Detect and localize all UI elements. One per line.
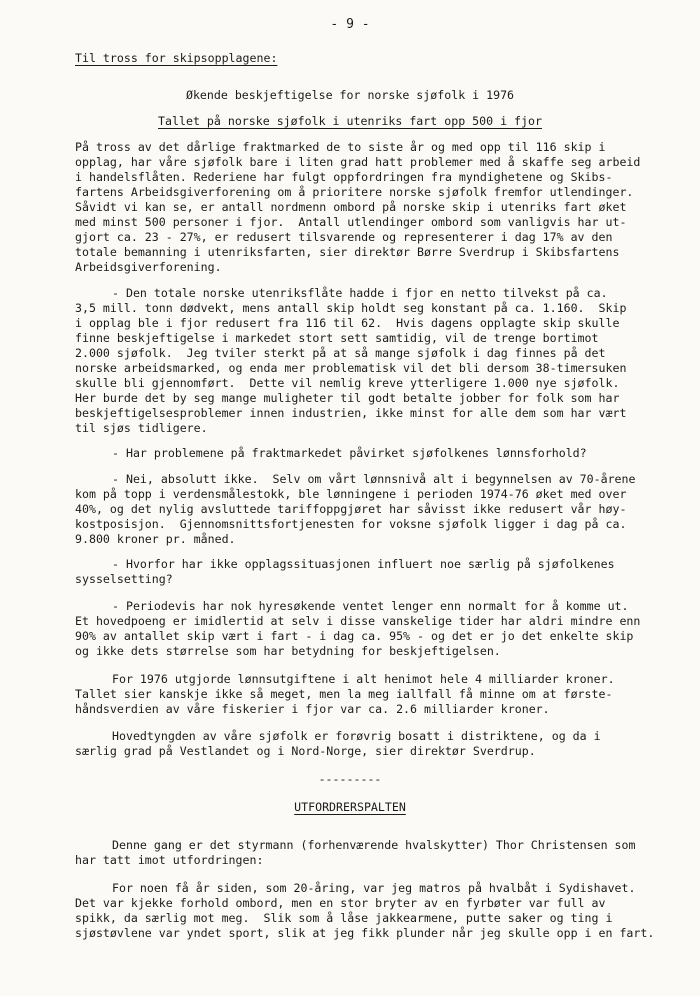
paragraph-line: til sjøs tidligere. [75, 421, 208, 435]
paragraph-line: Arbeidsgiverforening. [75, 260, 222, 274]
paragraph-line: - Nei, absolutt ikke. Selv om vårt lønnsnivå alt i begynnelsen av 70-årene [112, 472, 636, 486]
paragraph-line: 40%, og det nylig avsluttede tariffoppgjøret har såvisst ikke redusert vår høy- [75, 502, 627, 516]
paragraph-line: kostposisjon. Gjennomsnittsfortjenesten for voksne sjøfolk ligger i dag på ca. [75, 517, 627, 531]
interview-question: - Har problemene på fraktmarkedet påvirket sjøfolkenes lønnsforhold? [112, 446, 587, 460]
interview-question: - Hvorfor har ikke opplagssituasjonen influert noe særlig på sjøfolkenes [112, 557, 615, 571]
paragraph-line: totale bemanning i utenriksfarten, sier direktør Børre Sverdrup i Skibsfartens [75, 245, 620, 259]
paragraph-line: På tross av det dårlige fraktmarked de to siste år og med opp til 116 skip i [75, 140, 606, 154]
article-subtitle: Tallet på norske sjøfolk i utenriks fart opp 500 i fjor [158, 114, 542, 128]
paragraph-line: 2.000 sjøfolk. Jeg tviler sterkt på at så mange sjøfolk i dag finnes på det [75, 346, 606, 360]
paragraph-line: Et hovedpoeng er imidlertid at selv i disse vanskelige tider har aldri mindre enn [75, 614, 641, 628]
paragraph-line: med minst 500 personer i fjor. Antall utlendinger ombord som vanligvis har ut- [75, 215, 627, 229]
paragraph-line: Denne gang er det styrmann (forhenværende hvalskytter) Thor Christensen som [112, 838, 636, 852]
paragraph-line: gjort ca. 23 - 27%, er redusert tilsvarende og representerer i dag 17% av den [75, 230, 613, 244]
paragraph-line: 3,5 mill. tonn dødvekt, mens antall skip holdt seg konstant på ca. 1.160. Skip [75, 301, 627, 315]
article-title: Økende beskjeftigelse for norske sjøfolk i 1976 [185, 88, 515, 102]
paragraph-line: sjøstøvlene var yndet sport, slik at jeg fikk plunder når jeg skulle opp i en fart. [75, 926, 655, 940]
paragraph-line: 9.800 kroner pr. måned. [75, 532, 236, 546]
paragraph-line: Hovedtyngden av våre sjøfolk er forøvrig bosatt i distriktene, og da i [112, 729, 601, 743]
paragraph-line: - Periodevis har nok hyresøkende ventet lenger enn normalt for å komme ut. [112, 599, 629, 613]
paragraph-line: - Den totale norske utenriksflåte hadde i fjor en netto tilvekst på ca. [112, 286, 608, 300]
paragraph-line: og ikke dets størrelse som har betydning for beskjeftigelsen. [75, 644, 501, 658]
paragraph-line: håndsverdien av våre fiskerier i fjor var ca. 2.6 milliarder kroner. [75, 702, 550, 716]
interview-question: sysselsetting? [75, 572, 173, 586]
paragraph-line: finne beskjeftigelse i markedet stort sett samtidig, vil de trenge bortimot [75, 331, 599, 345]
section-divider: --------- [318, 772, 382, 786]
paragraph-line: kom på topp i verdensmålestokk, ble lønningene i perioden 1974-76 øket med over [75, 487, 627, 501]
paragraph-line: For 1976 utgjorde lønnsutgiftene i alt henimot hele 4 milliarder kroner. [112, 672, 615, 686]
paragraph-line: skulle bli gjennomført. Dette vil nemlig kreve ytterligere 1.000 nye sjøfolk. [75, 376, 620, 390]
paragraph-line: fartens Arbeidsgiverforening om å prioritere norske sjøfolk fremfor utlendinger. [75, 185, 634, 199]
paragraph-line: Tallet sier kanskje ikke så meget, men la meg iallfall få minne om at første- [75, 687, 613, 701]
paragraph-line: 90% av antallet skip vært i fart - i dag ca. 95% - og det er jo det enkelte skip [75, 629, 634, 643]
paragraph-line: norske arbeidsmarked, og enda mer problematisk vil det bli dersom 38-timersuken [75, 361, 627, 375]
paragraph-line: Såvidt vi kan se, er antall nordmenn ombord på norske skip i utenriks fart øket [75, 200, 627, 214]
paragraph-line: i opplag ble i fjor redusert fra 116 til 62. Hvis dagens opplagte skip skulle [75, 316, 620, 330]
paragraph-line: Her burde det by seg mange muligheter til godt betalte jobber for folk som har [75, 391, 620, 405]
paragraph-line: opplag, har våre sjøfolk bare i liten grad hatt problemer med å skaffe seg arbeid [75, 155, 641, 169]
paragraph-line: har tatt imot utfordringen: [75, 853, 264, 867]
section-heading: UTFORDRERSPALTEN [294, 800, 406, 814]
paragraph-line: i handelsflåten. Rederiene har fulgt oppfordringen fra myndighetene og Skibs- [75, 170, 613, 184]
paragraph-line: særlig grad på Vestlandet og i Nord-Norge, sier direktør Sverdrup. [75, 744, 536, 758]
paragraph-line: Det var kjekke forhold ombord, men en stor bryter av en fyrbøter var full av [75, 896, 606, 910]
article-heading: Til tross for skipsopplagene: [75, 51, 278, 65]
paragraph-line: For noen få år siden, som 20-åring, var jeg matros på hvalbåt i Sydishavet. [112, 881, 636, 895]
page-number: - 9 - [330, 17, 370, 32]
paragraph-line: spikk, da særlig mot meg. Slik som å låse jakkearmene, putte saker og ting i [75, 911, 613, 925]
paragraph-line: beskjeftigelsesproblemer innen industrien, ikke minst for alle dem som har vært [75, 406, 627, 420]
